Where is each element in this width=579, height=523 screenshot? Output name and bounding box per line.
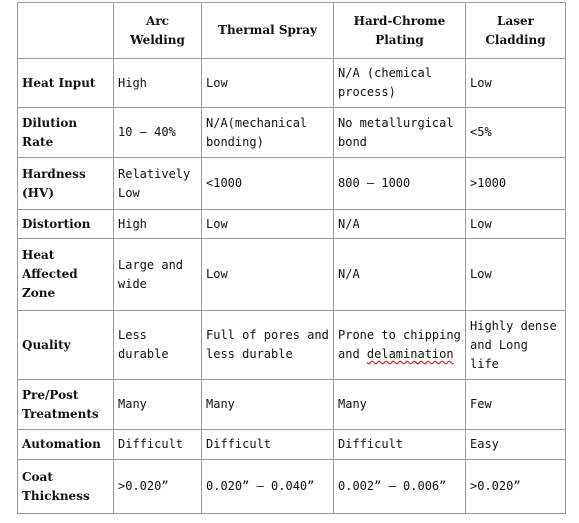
table-cell: High <box>114 59 202 108</box>
header-arc-welding: Arc Welding <box>114 3 202 59</box>
table-cell: Many <box>334 380 466 430</box>
table-cell: Highly dense and Long life <box>466 311 566 380</box>
header-laser-cladding: Laser Cladding <box>466 3 566 59</box>
table-cell: Low <box>466 59 566 108</box>
table-cell: <5% <box>466 108 566 158</box>
table-row <box>18 210 566 239</box>
table-cell: Large and wide <box>114 239 202 311</box>
table-cell: Low <box>202 59 334 108</box>
row-label: Coat Thickness <box>18 460 114 514</box>
table-row <box>18 380 566 430</box>
table-cell: Many <box>202 380 334 430</box>
header-corner <box>18 3 114 59</box>
table-cell: Prone to chipping and delamination <box>334 311 466 380</box>
table-cell: No metallurgical bond <box>334 108 466 158</box>
table-cell: >0.020” <box>114 460 202 514</box>
row-label: Hardness (HV) <box>18 158 114 210</box>
row-label: Heat Affected Zone <box>18 239 114 311</box>
table-row <box>18 311 566 380</box>
table-row <box>18 158 566 210</box>
table-cell: >0.020” <box>466 460 566 514</box>
table-cell: High <box>114 210 202 239</box>
table-row <box>18 430 566 460</box>
header-hard-chrome-plating: Hard-Chrome Plating <box>334 3 466 59</box>
table-row <box>18 460 566 514</box>
table-cell: Few <box>466 380 566 430</box>
row-label: Automation <box>18 430 114 460</box>
table-cell: <1000 <box>202 158 334 210</box>
table-cell: Difficult <box>114 430 202 460</box>
table-cell: Difficult <box>202 430 334 460</box>
table-row <box>18 239 566 311</box>
table-cell: Full of pores and less durable <box>202 311 334 380</box>
row-label: Dilution Rate <box>18 108 114 158</box>
table-row <box>18 108 566 158</box>
table-cell: Low <box>466 210 566 239</box>
table-cell: Low <box>202 210 334 239</box>
spellcheck-underline: delamination <box>366 347 454 361</box>
table-cell: Difficult <box>334 430 466 460</box>
row-label: Heat Input <box>18 59 114 108</box>
header-thermal-spray: Thermal Spray <box>202 3 334 59</box>
row-label: Distortion <box>18 210 114 239</box>
table-cell: Relatively Low <box>114 158 202 210</box>
table-cell: 800 – 1000 <box>334 158 466 210</box>
table-cell: 0.002” – 0.006” <box>334 460 466 514</box>
table-cell: Low <box>202 239 334 311</box>
table-cell: Easy <box>466 430 566 460</box>
table-cell: >1000 <box>466 158 566 210</box>
table-cell: N/A(mechanical bonding) <box>202 108 334 158</box>
row-label: Quality <box>18 311 114 380</box>
row-label: Pre/Post Treatments <box>18 380 114 430</box>
table-cell: N/A <box>334 210 466 239</box>
table-cell: N/A (chemical process) <box>334 59 466 108</box>
table-cell: Less durable <box>114 311 202 380</box>
table-cell: Many <box>114 380 202 430</box>
table-cell: 10 – 40% <box>114 108 202 158</box>
table-row <box>18 59 566 108</box>
table-cell: Low <box>466 239 566 311</box>
table-cell: 0.020” – 0.040” <box>202 460 334 514</box>
header-row <box>18 3 566 59</box>
comparison-table <box>17 2 566 514</box>
table-cell: N/A <box>334 239 466 311</box>
